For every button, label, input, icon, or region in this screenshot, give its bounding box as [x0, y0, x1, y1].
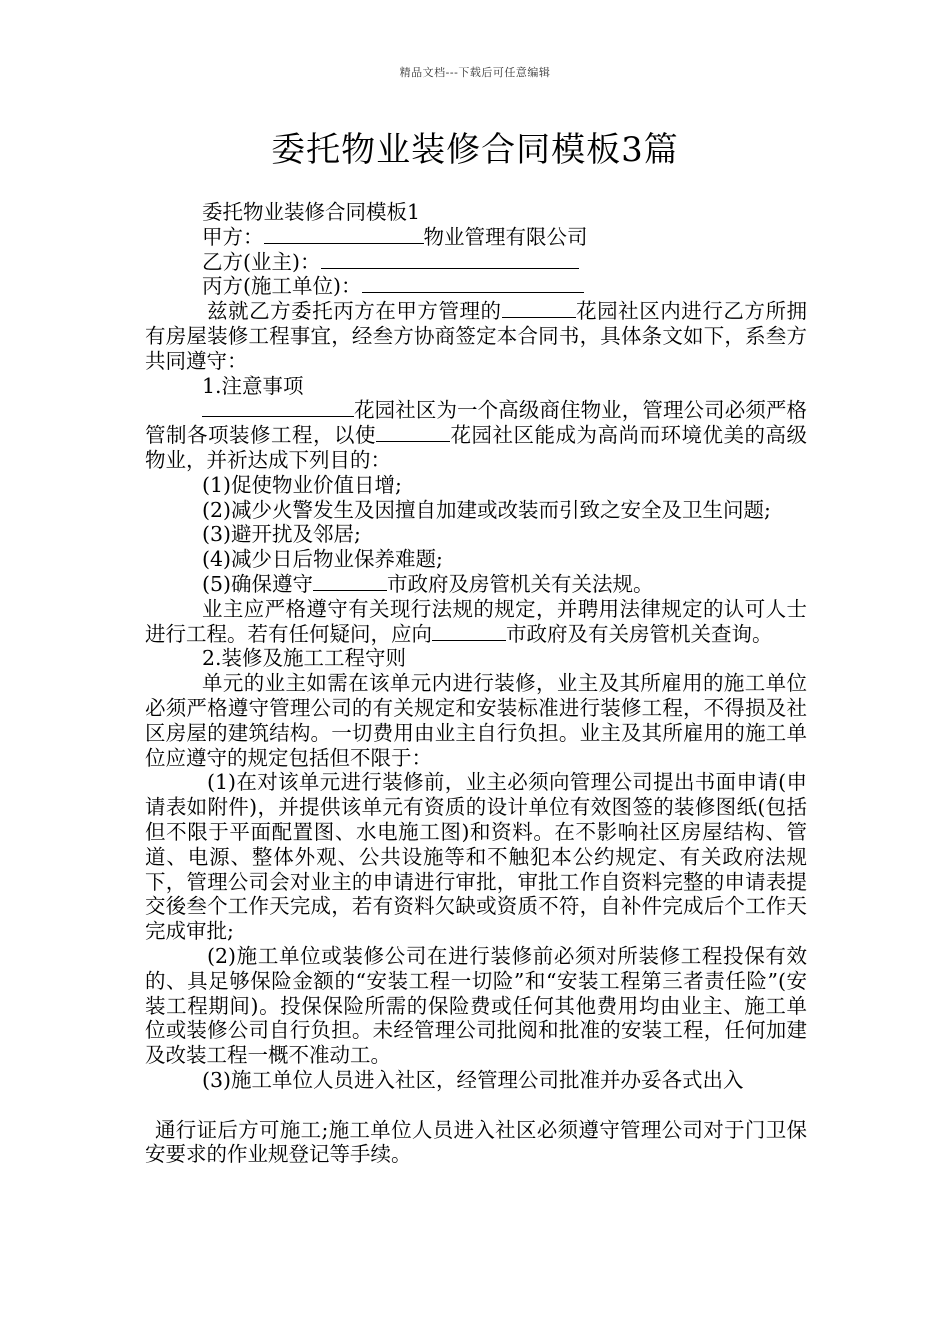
owner-compliance-text-b: 市政府及有关房管机关查询。 [506, 621, 773, 646]
section-1-heading: 1.注意事项 [202, 373, 304, 398]
section-1-intro-text-a: 花园社区为一个高级商住物业，管理公司必须严格管制各项装修工程，以使 [145, 398, 807, 448]
goal-item-2: (2)减少火警发生及因擅自加建或改装而引致之安全及卫生问题; [202, 497, 771, 522]
rule-item-1: (1)在对该单元进行装修前，业主必须向管理公司提出书面申请(申请表如附件)，并提供该单元有资质的设计单位有效图签的装修图纸(包括但不限于平面配置图、水电施工图)和资料。在不影响社区房屋结构、管道、电源、整体外观、公共设施等和不触犯本公约规定、有关政府法规下，管理公司会对业主的申请进行审批，审批工作自资料完整的申请表提交後叁个工作天完成，若有资料欠缺或资质不符，自补件完成后个工作天完成审批; [145, 770, 807, 944]
section-1-intro-text-b: 花园社区能成为高尚而环境优美的高级物业，并祈达成下列目的： [145, 423, 807, 472]
party-c-label: 丙方(施工单位)： [202, 274, 362, 299]
owner-compliance-paragraph [145, 597, 807, 647]
document-title: 委托物业装修合同模板3篇 [271, 130, 679, 170]
section-1-blank-a [202, 398, 354, 417]
section-1-blank-b [376, 423, 450, 442]
goal-item-5 [145, 572, 807, 597]
party-b-blank [321, 250, 579, 269]
owner-compliance-text-a: 业主应严格遵守有关现行法规的规定，并聘用法律规定的认可人士进行工程。若有任何疑问，应向 [145, 596, 807, 646]
section-2-intro: 单元的业主如需在该单元内进行装修，业主及其所雇用的施工单位必须严格遵守管理公司的有关规定和安装标准进行装修工程，不得损及社区房屋的建筑结构。一切费用由业主自行负担。业主及其所雇用的施工单位应遵守的规定包括但不限于： [145, 671, 807, 770]
section-1-intro [145, 398, 807, 472]
party-a-blank [264, 225, 424, 244]
party-b-label: 乙方(业主)： [202, 249, 321, 274]
preamble-paragraph [145, 299, 807, 373]
party-a-line [145, 225, 807, 250]
party-b-line [145, 250, 807, 275]
preamble-text-b: 花园社区内进行乙方所拥有房屋装修工程事宜，经叁方协商签定本合同书，具体条文如下，系叁方共同遵守： [145, 299, 808, 373]
party-a-suffix: 物业管理有限公司 [423, 224, 588, 249]
preamble-blank [502, 299, 576, 318]
preamble-text-a: 兹就乙方委托丙方在甲方管理的 [207, 299, 502, 324]
page-gap [145, 1093, 807, 1118]
goal-item-5-blank [313, 572, 387, 591]
section-heading-template-1: 委托物业装修合同模板1 [202, 200, 421, 224]
document-body [145, 200, 807, 1167]
section-2-heading: 2.装修及施工工程守则 [202, 646, 407, 671]
goal-item-1: (1)促使物业价值日增; [202, 472, 402, 497]
header-note: 精品文档---下载后可任意编辑 [399, 66, 551, 79]
rule-item-3: (3)施工单位人员进入社区，经管理公司批准并办妥各式出入 [202, 1067, 744, 1092]
goal-item-5-text-a: (5)确保遵守 [202, 571, 314, 596]
rule-item-3-continued: 通行证后方可施工;施工单位人员进入社区必须遵守管理公司对于门卫保安要求的作业规登记等手续。 [145, 1117, 807, 1167]
party-c-blank [362, 274, 584, 293]
party-a-label: 甲方： [202, 224, 264, 249]
owner-compliance-blank [432, 622, 506, 641]
rule-item-2: (2)施工单位或装修公司在进行装修前必须对所装修工程投保有效的、具足够保险金额的“安装工程一切险”和“安装工程第三者责任险”(安装工程期间)。投保保险所需的保险费或任何其他费用均由业主、施工单位或装修公司自行负担。未经管理公司批阅和批准的安装工程，任何加建及改装工程一概不准动工。 [145, 943, 807, 1068]
goal-item-3: (3)避开扰及邻居; [202, 522, 361, 547]
goal-item-5-text-b: 市政府及房管机关有关法规。 [387, 571, 654, 596]
goal-item-4: (4)减少日后物业保养难题; [202, 547, 443, 572]
party-c-line [145, 274, 807, 299]
